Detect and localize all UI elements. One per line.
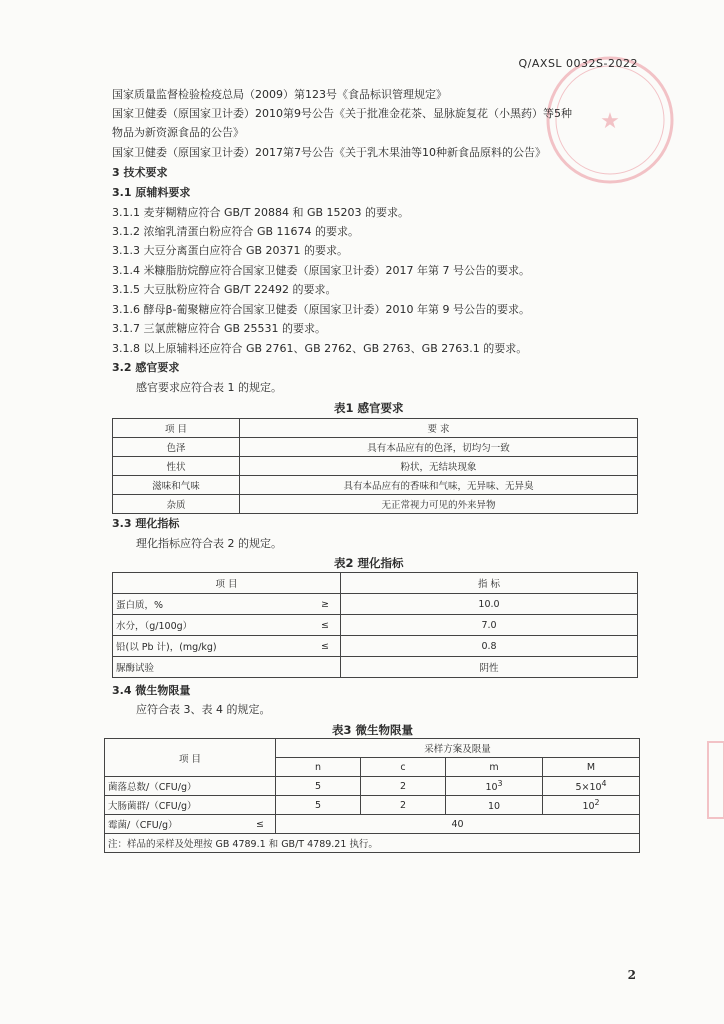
table-cell: 粉状，无结块现象 bbox=[240, 457, 638, 476]
table-cell: 蛋白质，% bbox=[113, 594, 311, 615]
table-row bbox=[105, 815, 640, 834]
reference-line: 物品为新资源食品的公告》 bbox=[112, 126, 244, 139]
table-cell: 具有本品应有的色泽，切均匀一致 bbox=[240, 438, 638, 457]
table-cell: 杂质 bbox=[113, 495, 240, 514]
section-3-2-heading: 3.2 感官要求 bbox=[112, 361, 180, 374]
page-number: 2 bbox=[627, 968, 636, 982]
requirement-item: 3.1.7 三氯蔗糖应符合 GB 25531 的要求。 bbox=[112, 322, 327, 335]
table-cell: 阴性 bbox=[341, 657, 638, 678]
table-cell-operator: ≤ bbox=[310, 615, 341, 636]
table-cell-M bbox=[543, 796, 640, 815]
table-cell: 具有本品应有的香味和气味，无异味、无异臭 bbox=[240, 476, 638, 495]
requirement-item: 3.1.6 酵母β-葡聚糖应符合国家卫健委（原国家卫计委）2010 年第 9 号公告的要求。 bbox=[112, 303, 530, 316]
table2-header-value: 指 标 bbox=[341, 573, 638, 594]
value-base: 10 bbox=[582, 801, 595, 813]
value-exponent: 2 bbox=[594, 797, 600, 807]
svg-text:★: ★ bbox=[600, 109, 620, 134]
table-cell-operator: ≤ bbox=[245, 815, 276, 834]
table1-header-requirement: 要 求 bbox=[240, 419, 638, 438]
requirement-item: 3.1.2 浓缩乳清蛋白粉应符合 GB 11674 的要求。 bbox=[112, 225, 360, 238]
table1-caption: 表1 感官要求 bbox=[334, 401, 404, 415]
table-cell: 40 bbox=[276, 815, 640, 834]
section-3-3-text: 理化指标应符合表 2 的规定。 bbox=[136, 537, 282, 550]
table-cell: 10.0 bbox=[341, 594, 638, 615]
reference-line: 国家质量监督检验检疫总局（2009）第123号《食品标识管理规定》 bbox=[112, 88, 447, 101]
value-base: 10 bbox=[487, 801, 501, 813]
section-3-1-heading: 3.1 原辅料要求 bbox=[112, 186, 191, 199]
table3-subheader-m: m bbox=[446, 758, 543, 777]
section-3-4-text: 应符合表 3、表 4 的规定。 bbox=[136, 703, 271, 716]
table-row bbox=[113, 636, 638, 657]
table-cell: 0.8 bbox=[341, 636, 638, 657]
table-row bbox=[113, 615, 638, 636]
table-cell: 滋味和气味 bbox=[113, 476, 240, 495]
table-cell: 铅(以 Pb 计)，(mg/kg) bbox=[113, 636, 311, 657]
standard-code: Q/AXSL 0032S-2022 bbox=[518, 57, 638, 70]
table-row bbox=[105, 777, 640, 796]
reference-line: 国家卫健委（原国家卫计委）2017第7号公告《关于乳木果油等10种新食品原料的公告》 bbox=[112, 146, 546, 159]
table-cell: 2 bbox=[361, 777, 446, 796]
section-3-3-heading: 3.3 理化指标 bbox=[112, 517, 180, 530]
table3-microbial-limits bbox=[104, 738, 640, 853]
table-cell-m bbox=[446, 777, 543, 796]
table-cell: 色泽 bbox=[113, 438, 240, 457]
table-cell: 脲酶试验 bbox=[113, 657, 311, 678]
table2-physicochemical bbox=[112, 572, 638, 678]
table1-header-item: 项 目 bbox=[113, 419, 240, 438]
table3-subheader-M: M bbox=[543, 758, 640, 777]
table-cell: 5 bbox=[276, 796, 361, 815]
table1-sensory bbox=[112, 418, 638, 514]
table3-caption: 表3 微生物限量 bbox=[332, 723, 414, 737]
value-base: 5×10 bbox=[575, 782, 602, 794]
table-row bbox=[113, 438, 638, 457]
table-row bbox=[105, 796, 640, 815]
table-row bbox=[113, 457, 638, 476]
requirement-item: 3.1.5 大豆肽粉应符合 GB/T 22492 的要求。 bbox=[112, 283, 337, 296]
table3-note: 注：样品的采样及处理按 GB 4789.1 和 GB/T 4789.21 执行。 bbox=[105, 834, 640, 853]
section-3-heading: 3 技术要求 bbox=[112, 166, 168, 179]
value-exponent: 3 bbox=[497, 778, 503, 788]
requirement-item: 3.1.8 以上原辅料还应符合 GB 2761、GB 2762、GB 2763、GB 2763.1 的要求。 bbox=[112, 342, 528, 355]
table-row bbox=[113, 594, 638, 615]
table-cell: 7.0 bbox=[341, 615, 638, 636]
table-row bbox=[113, 657, 638, 678]
requirement-item: 3.1.3 大豆分离蛋白应符合 GB 20371 的要求。 bbox=[112, 244, 349, 257]
table-cell: 大肠菌群/（CFU/g） bbox=[105, 796, 276, 815]
edge-seal-fragment bbox=[706, 740, 724, 820]
table-cell-m bbox=[446, 796, 543, 815]
table3-header-item: 项 目 bbox=[105, 739, 276, 777]
table-cell: 水分，（g/100g） bbox=[113, 615, 311, 636]
table2-caption: 表2 理化指标 bbox=[334, 556, 404, 570]
table-cell-M bbox=[543, 777, 640, 796]
requirement-item: 3.1.4 米糠脂肪烷醇应符合国家卫健委（原国家卫计委）2017 年第 7 号公告的要求。 bbox=[112, 264, 530, 277]
value-exponent: 4 bbox=[601, 778, 607, 788]
value-base: 10 bbox=[485, 782, 498, 794]
section-3-2-text: 感官要求应符合表 1 的规定。 bbox=[136, 381, 282, 394]
table3-subheader-c: c bbox=[361, 758, 446, 777]
table-cell: 霉菌/（CFU/g） bbox=[105, 815, 246, 834]
requirement-item: 3.1.1 麦芽糊精应符合 GB/T 20884 和 GB 15203 的要求。 bbox=[112, 206, 410, 219]
table-cell: 性状 bbox=[113, 457, 240, 476]
table-cell-operator bbox=[310, 657, 341, 678]
table-cell: 无正常视力可见的外来异物 bbox=[240, 495, 638, 514]
table-cell-operator: ≥ bbox=[310, 594, 341, 615]
table-row bbox=[113, 495, 638, 514]
table-cell: 2 bbox=[361, 796, 446, 815]
table3-subheader-n: n bbox=[276, 758, 361, 777]
table-cell: 5 bbox=[276, 777, 361, 796]
reference-line: 国家卫健委（原国家卫计委）2010第9号公告《关于批准金花茶、显脉旋复花（小黑药）等5种 bbox=[112, 107, 572, 120]
table3-header-sampling: 采样方案及限量 bbox=[276, 739, 640, 758]
table2-header-item: 项 目 bbox=[113, 573, 341, 594]
section-3-4-heading: 3.4 微生物限量 bbox=[112, 684, 191, 697]
table-row bbox=[113, 476, 638, 495]
table-cell-operator: ≤ bbox=[310, 636, 341, 657]
table-cell: 菌落总数/（CFU/g） bbox=[105, 777, 276, 796]
